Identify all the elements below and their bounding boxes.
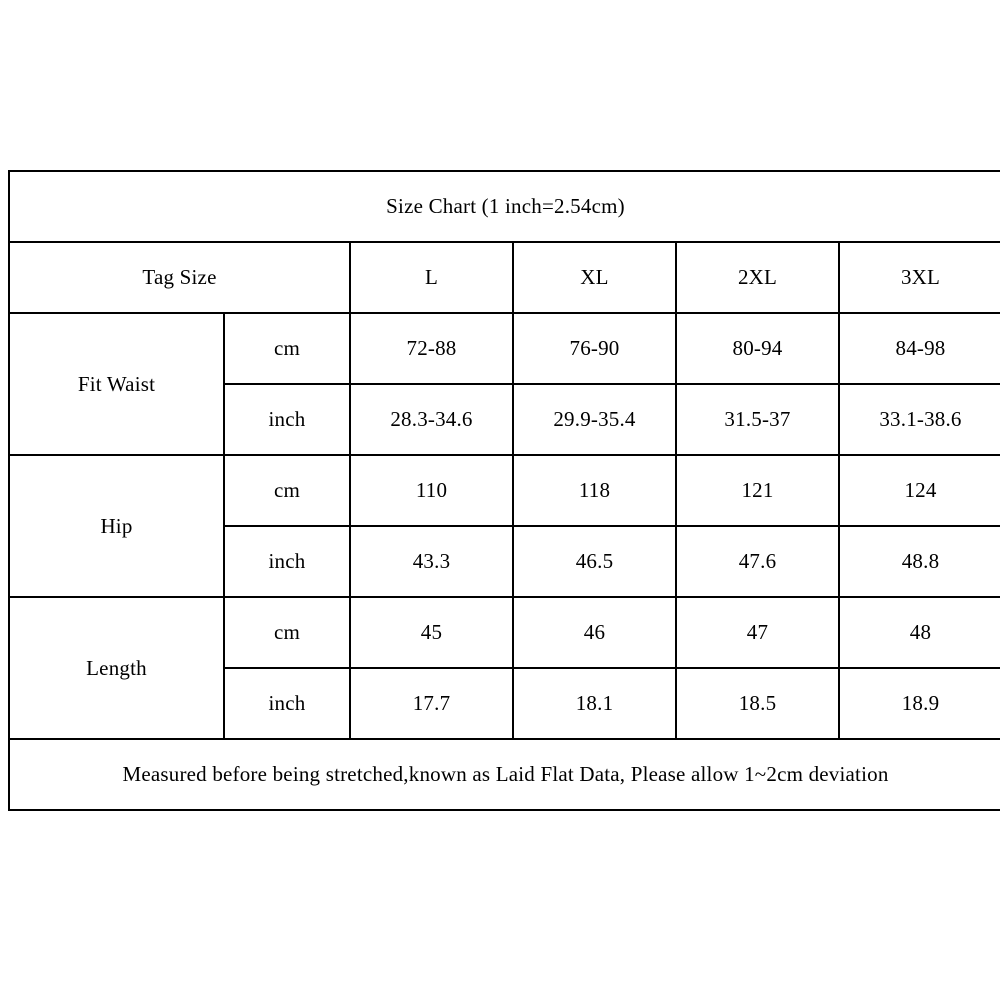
cell-fit-waist-cm-2xl: 80-94 xyxy=(676,313,839,384)
size-header-2xl: 2XL xyxy=(676,242,839,313)
cell-hip-inch-xl: 46.5 xyxy=(513,526,676,597)
cell-hip-inch-2xl: 47.6 xyxy=(676,526,839,597)
cell-length-cm-l: 45 xyxy=(350,597,513,668)
unit-inch-hip: inch xyxy=(224,526,350,597)
cell-hip-inch-3xl: 48.8 xyxy=(839,526,1000,597)
size-header-l: L xyxy=(350,242,513,313)
row-label-hip: Hip xyxy=(9,455,224,597)
cell-length-inch-l: 17.7 xyxy=(350,668,513,739)
cell-length-cm-xl: 46 xyxy=(513,597,676,668)
tag-size-label: Tag Size xyxy=(9,242,350,313)
cell-fit-waist-cm-l: 72-88 xyxy=(350,313,513,384)
size-header-3xl: 3XL xyxy=(839,242,1000,313)
unit-cm-length: cm xyxy=(224,597,350,668)
unit-inch-fit-waist: inch xyxy=(224,384,350,455)
cell-length-inch-3xl: 18.9 xyxy=(839,668,1000,739)
cell-hip-cm-xl: 118 xyxy=(513,455,676,526)
cell-length-inch-xl: 18.1 xyxy=(513,668,676,739)
cell-fit-waist-inch-xl: 29.9-35.4 xyxy=(513,384,676,455)
unit-cm-fit-waist: cm xyxy=(224,313,350,384)
cell-hip-inch-l: 43.3 xyxy=(350,526,513,597)
size-chart-table xyxy=(8,170,1000,811)
size-header-xl: XL xyxy=(513,242,676,313)
cell-hip-cm-2xl: 121 xyxy=(676,455,839,526)
table-row-title xyxy=(9,171,1000,242)
table-row-header xyxy=(9,242,1000,313)
cell-hip-cm-l: 110 xyxy=(350,455,513,526)
cell-fit-waist-cm-3xl: 84-98 xyxy=(839,313,1000,384)
table-row-fit-waist-cm xyxy=(9,313,1000,384)
cell-fit-waist-inch-l: 28.3-34.6 xyxy=(350,384,513,455)
row-label-length: Length xyxy=(9,597,224,739)
cell-fit-waist-inch-3xl: 33.1-38.6 xyxy=(839,384,1000,455)
unit-inch-length: inch xyxy=(224,668,350,739)
cell-length-inch-2xl: 18.5 xyxy=(676,668,839,739)
cell-length-cm-3xl: 48 xyxy=(839,597,1000,668)
table-row-length-cm xyxy=(9,597,1000,668)
cell-fit-waist-cm-xl: 76-90 xyxy=(513,313,676,384)
unit-cm-hip: cm xyxy=(224,455,350,526)
cell-length-cm-2xl: 47 xyxy=(676,597,839,668)
footer-note: Measured before being stretched,known as Laid Flat Data, Please allow 1~2cm deviation xyxy=(9,739,1000,810)
table-row-hip-cm xyxy=(9,455,1000,526)
row-label-fit-waist: Fit Waist xyxy=(9,313,224,455)
table-row-footer xyxy=(9,739,1000,810)
chart-title: Size Chart (1 inch=2.54cm) xyxy=(9,171,1000,242)
cell-fit-waist-inch-2xl: 31.5-37 xyxy=(676,384,839,455)
size-chart-container xyxy=(8,170,992,811)
cell-hip-cm-3xl: 124 xyxy=(839,455,1000,526)
